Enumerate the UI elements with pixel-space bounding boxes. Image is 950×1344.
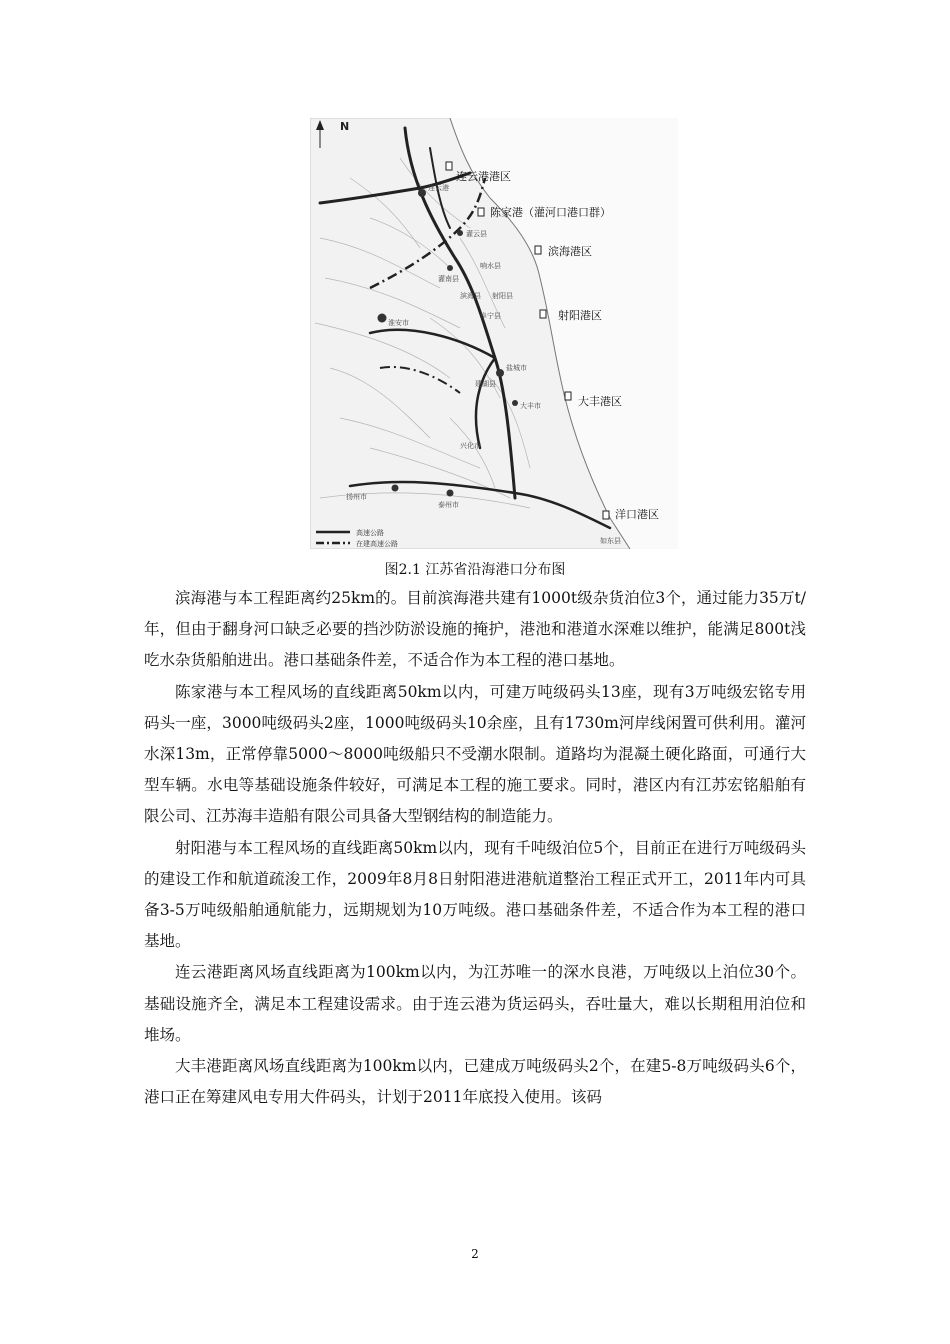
svg-text:在建高速公路: 在建高速公路 <box>356 540 398 548</box>
svg-text:陈家港（灌河口港口群）: 陈家港（灌河口港口群） <box>490 206 611 219</box>
svg-text:滨海县: 滨海县 <box>460 292 481 300</box>
paragraph-sheyang-port: 射阳港与本工程风场的直线距离50km以内，现有千吨级泊位5个，目前正在进行万吨级码头的建设工作和航道疏浚工作，2009年8月8日射阳港进港航道整治工程正式开工，2011年内可具备3-5万吨级船舶通航能力，远期规划为10万吨级。港口基础条件差，不适合作为本工程的港口基地。 <box>144 838 806 951</box>
svg-text:淮安市: 淮安市 <box>388 319 409 327</box>
svg-text:洋口港区: 洋口港区 <box>615 508 659 521</box>
svg-text:灌南县: 灌南县 <box>438 275 459 283</box>
svg-text:大丰市: 大丰市 <box>520 402 541 410</box>
svg-text:阜宁县: 阜宁县 <box>480 312 501 320</box>
svg-text:连云港: 连云港 <box>428 184 449 192</box>
paragraph-dafeng-port: 大丰港距离风场直线距离为100km以内，已建成万吨级码头2个，在建5-8万吨级码头6个，港口正在筹建风电专用大件码头，计划于2011年底投入使用。该码 <box>144 1057 806 1107</box>
svg-text:大丰港区: 大丰港区 <box>578 395 622 408</box>
page-number: 2 <box>471 1247 479 1261</box>
svg-text:建湖县: 建湖县 <box>475 380 496 388</box>
svg-text:连云港港区: 连云港港区 <box>456 170 511 183</box>
svg-text:盐城市: 盐城市 <box>506 364 527 372</box>
svg-text:N: N <box>340 120 350 133</box>
svg-text:响水县: 响水县 <box>480 262 501 270</box>
svg-text:扬州市: 扬州市 <box>346 493 367 501</box>
svg-text:兴化市: 兴化市 <box>460 442 481 450</box>
paragraph-binhai-port: 滨海港与本工程距离约25km的。目前滨海港共建有1000t级杂货泊位3个，通过能力35万t/年，但由于翻身河口缺乏必要的挡沙防淤设施的掩护，港池和港道水深难以维护，能满足800t浅吃水杂货船舶进出。港口基础条件差，不适合作为本工程的港口基地。 <box>144 589 806 670</box>
svg-text:如东县: 如东县 <box>600 537 621 545</box>
svg-text:滨海港区: 滨海港区 <box>548 245 592 258</box>
port-distribution-map <box>310 118 678 549</box>
body-text <box>144 583 806 1113</box>
paragraph-chenjia-port: 陈家港与本工程风场的直线距离50km以内，可建万吨级码头13座，现有3万吨级宏铭专用码头一座，3000吨级码头2座，1000吨级码头10余座，且有1730m河岸线闲置可供利用。灌河水深13m，正常停靠5000～8000吨级船只不受潮水限制。道路均为混凝土硬化路面，可通行大型车辆。水电等基础设施条件较好，可满足本工程的施工要求。同时，港区内有江苏宏铭船舶有限公司、江苏海丰造船有限公司具备大型钢结构的制造能力。 <box>144 682 806 826</box>
svg-text:灌云县: 灌云县 <box>466 230 487 238</box>
svg-text:泰州市: 泰州市 <box>438 501 459 509</box>
svg-text:射阳县: 射阳县 <box>492 292 513 300</box>
svg-text:高速公路: 高速公路 <box>356 529 384 537</box>
svg-text:射阳港区: 射阳港区 <box>558 309 602 322</box>
paragraph-lianyungang-port: 连云港距离风场直线距离为100km以内，为江苏唯一的深水良港，万吨级以上泊位30个。基础设施齐全，满足本工程建设需求。由于连云港为货运码头，吞吐量大，难以长期租用泊位和堆场。 <box>144 963 806 1044</box>
figure-caption: 图2.1 江苏省沿海港口分布图 <box>384 562 566 578</box>
